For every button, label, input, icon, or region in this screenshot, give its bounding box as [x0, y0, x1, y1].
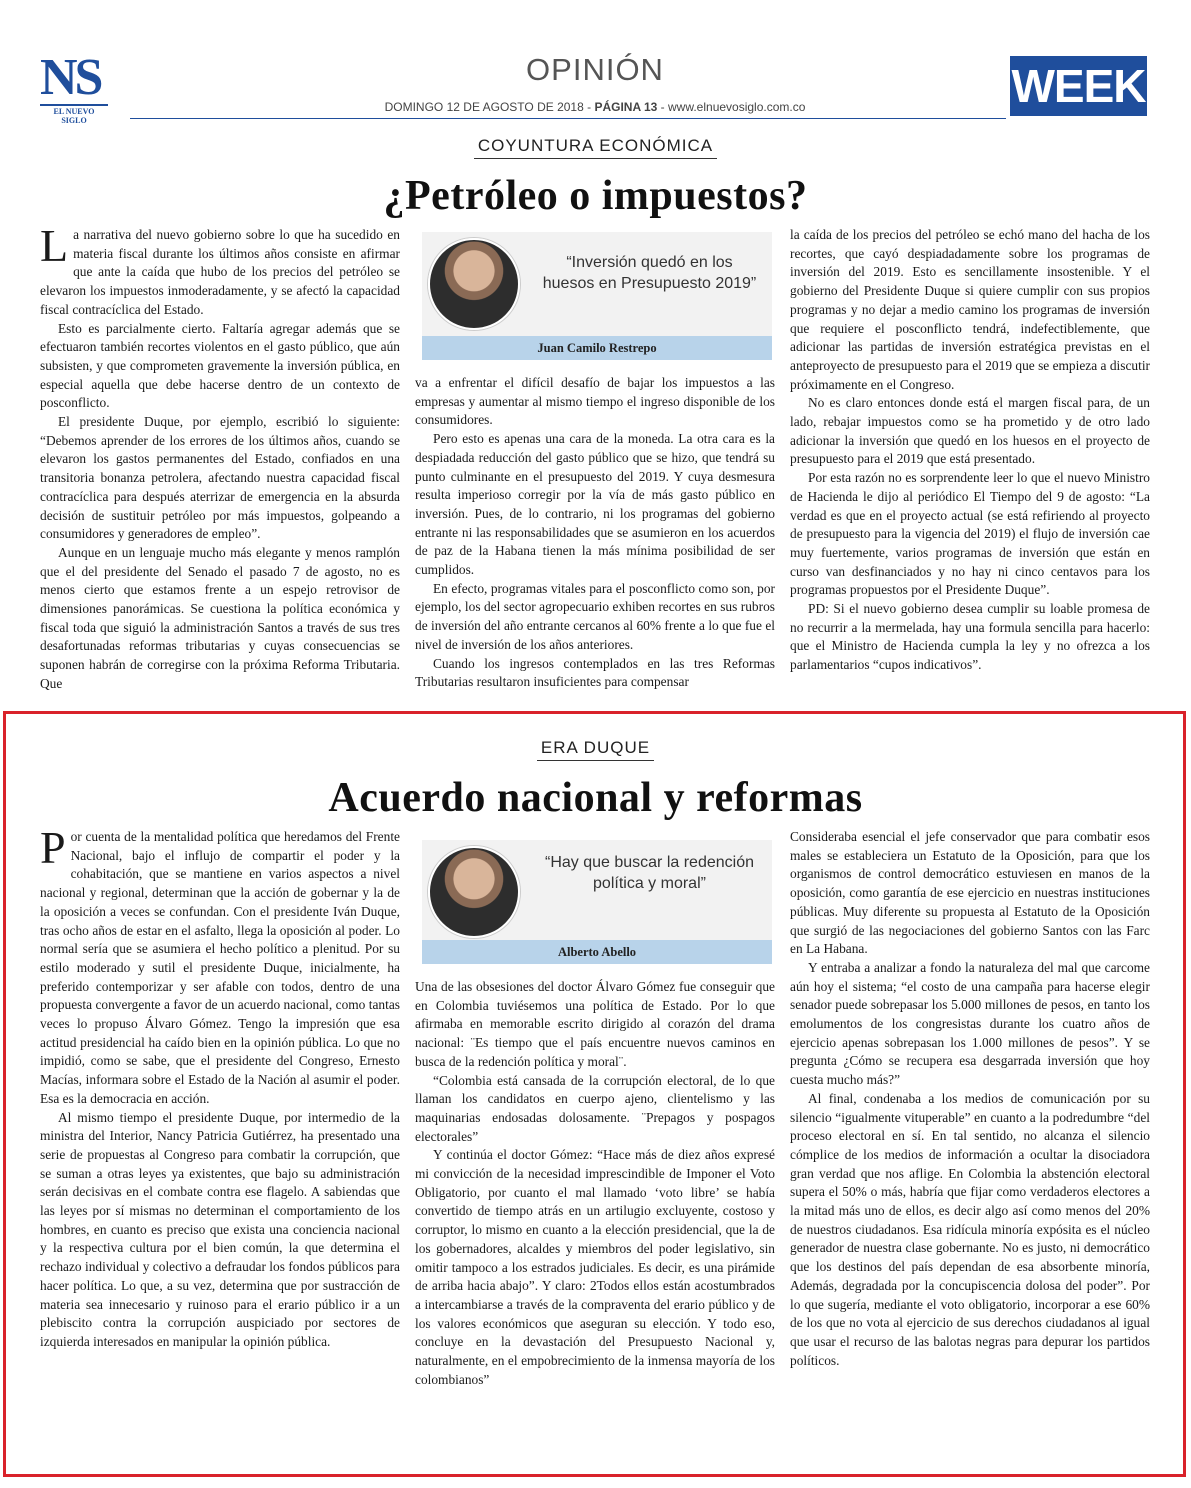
date-line — [340, 100, 850, 114]
article1-paragraph — [40, 220, 400, 320]
header-divider — [130, 118, 1006, 119]
article1-kicker — [0, 136, 1191, 156]
article1-paragraph: En efecto, programas vitales para el posconflicto como son, por ejemplo, los del sector agropecuario exhiben recortes en sus rubros de inversión del año entrante cercanos al 60% frente a lo que fue el nivel de inversión de los años anteriores. — [415, 580, 775, 652]
article2-paragraph: Una de las obsesiones del doctor Álvaro Gómez fue conseguir que en Colombia tuviésemos una política de Estado. Por lo que afirmaba en memorable escrito dirigido al corazón del drama nacional: ¨Es tiempo que el país encuentre nuevos caminos en busca de la redención política y moral¨. — [415, 979, 775, 1069]
article1-paragraph-text: a narrativa del nuevo gobierno sobre lo que ha sucedido en materia fiscal durante los últimos años consiste en afirmar que ante la caída que hubo de los precios del petróleo se elevaron los impuestos inmoderadamente, y se afectó la capacidad fiscal contracíclica del Estado. — [40, 227, 400, 317]
article1-paragraph: Pero esto es apenas una cara de la moneda. La otra cara es la despiadada reducción del gasto público que se hizo, que tendrá su punto culminante en el presupuesto del 2019. Y cuya desmesura resulta imperioso corregir por la vía de más gasto público en inversión. Pues, de lo contrario, ni los programas del gobierno entrante ni las responsabilidades que se asumieron en los acuerdos de paz de la Habana tienen la más mínima posibilidad de ser cumplidos. — [415, 431, 775, 578]
article1-paragraph: Esto es parcialmente cierto. Faltaría agregar además que se efectuaron también recortes violentos en el gasto público, que aún subsisten, y que comprometen gravemente la inversión pública, en especial aquella que debe hacerse dentro de un contexto de posconflicto. — [40, 320, 400, 411]
article2-column-1 — [40, 822, 400, 1352]
article1-paragraph: va a enfrentar el difícil desafío de bajar los impuestos a las empresas y aumentar al mismo tiempo el ingreso disponible de los consumidores. — [415, 375, 775, 428]
article2-paragraph: Al mismo tiempo el presidente Duque, por intermedio de la ministra del Interior, Nancy Patricia Gutiérrez, ha presentado una serie de propuestas al Congreso para combatir la corrupción, que se suman a otras leyes ya existentes, que bajo su administración serán decisivas en el combate contra ese flagelo. A sabiendas que las leyes por sí mismas no determinan el comportamiento de los hombres, en cuanto es preciso que exista una conciencia nacional y la respectiva cultura por el bien común, la que determina el rechazo individual y colectivo a defraudar los fondos públicos para hacer política. Lo que, a su vez, determina que por sustracción de materia sea innecesario y ruinoso para el erario público ir a un plebiscito contra la corrupción auspiciado por sectores de izquierda interesados en manipular la opinión pública. — [40, 1109, 400, 1349]
article1-paragraph: Por esta razón no es sorprendente leer lo que el nuevo Ministro de Hacienda le dijo al periódico El Tiempo del 9 de agosto: “La verdad es que en el proyecto actual (se está refiriendo al proyecto de presupuesto para la vigencia del 2019) el flujo de inversión cae muy fuertemente, varios programas de inversión que están en curso van desfinanciados y no hay ni cinco centavos para los programas propuestos por el Presidente Duque”. — [790, 470, 1150, 598]
article2-paragraph: Al final, condenaba a los medios de comunicación por su silencio “igualmente vituperable” en cuanto a la podredumbre “del proceso electoral en sí. En tal sentido, no alcanza el silencio cómplice de los medios de información a ocultar la disociadora gran verdad que nos aflige. En Colombia la abstención electoral supera el 50% o más, habría que fijar como verdaderos electores a la mitad más uno de ellos, es decir algo así como menos del 20% de nuestros ciudadanos. Esa ridícula minoría expósita es el núcleo generador de nuestra clase gobernante. No es justo, ni democrático que los destinos del país dependan de esa absorbente minoría, Además, degradada por la concupiscencia dolosa del poder”. Por lo que sugería, mediante el voto obligatorio, incorporar a ese 60% de los que no vota al ejercicio de sus derechos ciudadanos al igual que usar el recurso de las balotas negras para depurar los partidos políticos. — [790, 1090, 1150, 1368]
site-url: - www.elnuevosiglo.com.co — [657, 100, 806, 114]
article2-column-2 — [415, 978, 775, 1389]
author-photo — [428, 846, 520, 938]
date-text: DOMINGO 12 DE AGOSTO DE 2018 - — [384, 100, 595, 114]
article2-pull-quote: “Hay que buscar la redención política y moral” — [544, 854, 754, 892]
article2-paragraph-text: or cuenta de la mentalidad política que heredamos del Frente Nacional, bajo el influjo de compartir el poder y la cohabitación, que se mantiene en varios aspectos a nivel nacional y regional, determinan que la acción de gobernar y la de la oposición a veces se confundan. Con el presidente Iván Duque, tras ocho años de estar en el asfalto, llega la oposición al poder. Lo normal sería que se asumiera el hecho político a plenitud. Por su estilo moderado y sutil el presidente Duque, inicialmente, ha preferido contemporizar y ser afable con todos, dentro de una propuesta convergente a favor de un acuerdo nacional, como tantas veces lo propuso Álvaro Gómez. Tengo la impresión que esa actitud presidencial ha caído bien en la opinión pública. Lo que no impidió, como se sabe, que el presidente del Congreso, Ernesto Macías, informara sobre el Estado de la Nación al asumir el poder. Esa es la democracia en acción. — [40, 829, 400, 1106]
article2-paragraph: Y entraba a analizar a fondo la naturaleza del mal que carcome aún hoy el sistema; “el costo de una campaña para hacerse elegir senador puede sobrepasar los 5.000 millones de pesos, en tanto los emolumentos de los congresistas durante los cuatro años de ejercicio apenas sobrepasan los 1.000 millones de pesos”. Y se pregunta ¿Cómo se recupera esa desgarrada inversión que hoy cuesta mucho más?” — [790, 959, 1150, 1088]
section-title: OPINIÓN — [526, 52, 664, 87]
logo-ns-letters: NS — [40, 49, 101, 106]
article2-dropcap: P — [40, 822, 66, 873]
article2-kicker — [0, 738, 1191, 758]
article2-paragraph: Consideraba esencial el jefe conservador que para combatir esos males se estableciera un Estatuto de la Oposición, para que los organismos de control democrático estuviesen en manos de la oposición, como garantía de ese ejercicio en nuestras instituciones públicas. Muy diferente su propuesta al Estatuto de la Oposición que surgió de las negociaciones del gobierno Santos con las Farc en La Habana. — [790, 829, 1150, 957]
article2-paragraph: Y continúa el doctor Gómez: “Hace más de diez años expresé mi convicción de la necesidad imprescindible de Imponer el Voto Obligatorio, por cuanto el mal llamado ‘voto libre’ se había convertido de tiempo atrás en un artilugio excluyente, costoso y corruptor, lo mismo en cuanto a la elección presidencial, que la de los gobernadores, alcaldes y miembros del poder legislativo, sin omitir tampoco a los estrados judiciales. Es decir, es una pirámide de arriba hacia abajo”. Y claro: 2Todos ellos están acostumbrados a intercambiarse a través de la compraventa del erario público y de los valores económicos que aseguran su elección. Y todo eso, concluye en la devastación del Presupuesto Nacional y, naturalmente, en el empobrecimiento de la inmensa mayoría de los colombianos” — [415, 1147, 775, 1387]
article2-kicker-text: ERA DUQUE — [537, 738, 654, 761]
article2-author: Alberto Abello — [422, 940, 772, 964]
article1-headline: ¿Petróleo o impuestos? — [383, 173, 808, 219]
author-photo — [428, 238, 520, 330]
article2-paragraph: “Colombia está cansada de la corrupción electoral, de lo que llaman los candidatos en cuerpo ajeno, clientelismo y las maquinarias endosadas dolosamente. ¨Prepagos y pospagos electorales” — [415, 1072, 775, 1144]
article2-column-3 — [790, 828, 1150, 1370]
article2-headline: Acuerdo nacional y reformas — [328, 775, 863, 821]
article1-paragraph: No es claro entonces donde está el margen fiscal para, de un lado, rebajar impuestos como se ha prometido y de otro lado adicionar la inversión que quedó en los huesos en el proyecto de presupuesto para el 2019 que está presentado. — [790, 395, 1150, 467]
page-number: PÁGINA 13 — [594, 100, 658, 114]
el-nuevo-siglo-logo — [40, 49, 108, 125]
article1-pull-quote: “Inversión quedó en los huesos en Presupuesto 2019” — [542, 254, 757, 292]
article1-column-1 — [40, 220, 400, 694]
week-logo: WEEK — [1010, 56, 1147, 116]
article1-paragraph: Aunque en un lenguaje mucho más elegante y menos ramplón que el del presidente del Senado el pasado 7 de agosto, no es menos cierto que estamos frente a un espejo retrovisor de dimensiones panorámicas. Se cuestiona la política económica y fiscal toda que siguió la administración Santos a través de sus tres desafortunadas reformas tributarias y cuyas consecuencias se suponen habrán de corregirse con la próxima Reforma Tributaria. Que — [40, 544, 400, 691]
article1-paragraph: Cuando los ingresos contemplados en las tres Reformas Tributarias resultaron insuficientes para compensar — [415, 655, 775, 690]
article1-column-2 — [415, 374, 775, 692]
article1-paragraph: la caída de los precios del petróleo se echó mano del hacha de los recortes, que cayó despiadadamente sobre los programas de inversión del 2019. Esto es sencillamente insostenible. Y el gobierno del Presidente Duque si quiere cumplir con sus propios programas y no dejar a medio camino los programas de inversión que requiere el posconflicto tendrá, indefectiblemente, que adicionar las partidas de inversión estratégica previstas en el anteproyecto de presupuesto para el 2019 que se empieza a discutir próximamente en el Congreso. — [790, 227, 1150, 392]
article1-author: Juan Camilo Restrepo — [422, 336, 772, 360]
article1-paragraph: PD: Si el nuevo gobierno desea cumplir su loable promesa de no recurrir a la mermelada, hay una formula sencilla para hacerlo: que el Ministro de Hacienda cumpla la ley y no ofrezca a los parlamentarios “cupos indicativos”. — [790, 601, 1150, 673]
logo-ns-subtitle: EL NUEVO SIGLO — [40, 104, 108, 125]
article2-pull-quote-box — [422, 840, 772, 964]
article1-dropcap: L — [40, 220, 69, 271]
article2-paragraph — [40, 822, 400, 1109]
article1-kicker-text: COYUNTURA ECONÓMICA — [474, 136, 717, 159]
article1-pull-quote-box — [422, 232, 772, 360]
article1-column-3 — [790, 226, 1150, 675]
article1-paragraph: El presidente Duque, por ejemplo, escribió lo siguiente: “Debemos aprender de los errores de los últimos años, cuando se elevaron los gastos permanentes del Estado, confiados en una transitoria bonanza petrolera, afectando nuestra capacidad fiscal contracíclica para después aterrizar de emergencia en la absurda decisión de sustituir petróleo por más impuestos, golpeando a consumidores y generadores de empleo”. — [40, 414, 400, 542]
